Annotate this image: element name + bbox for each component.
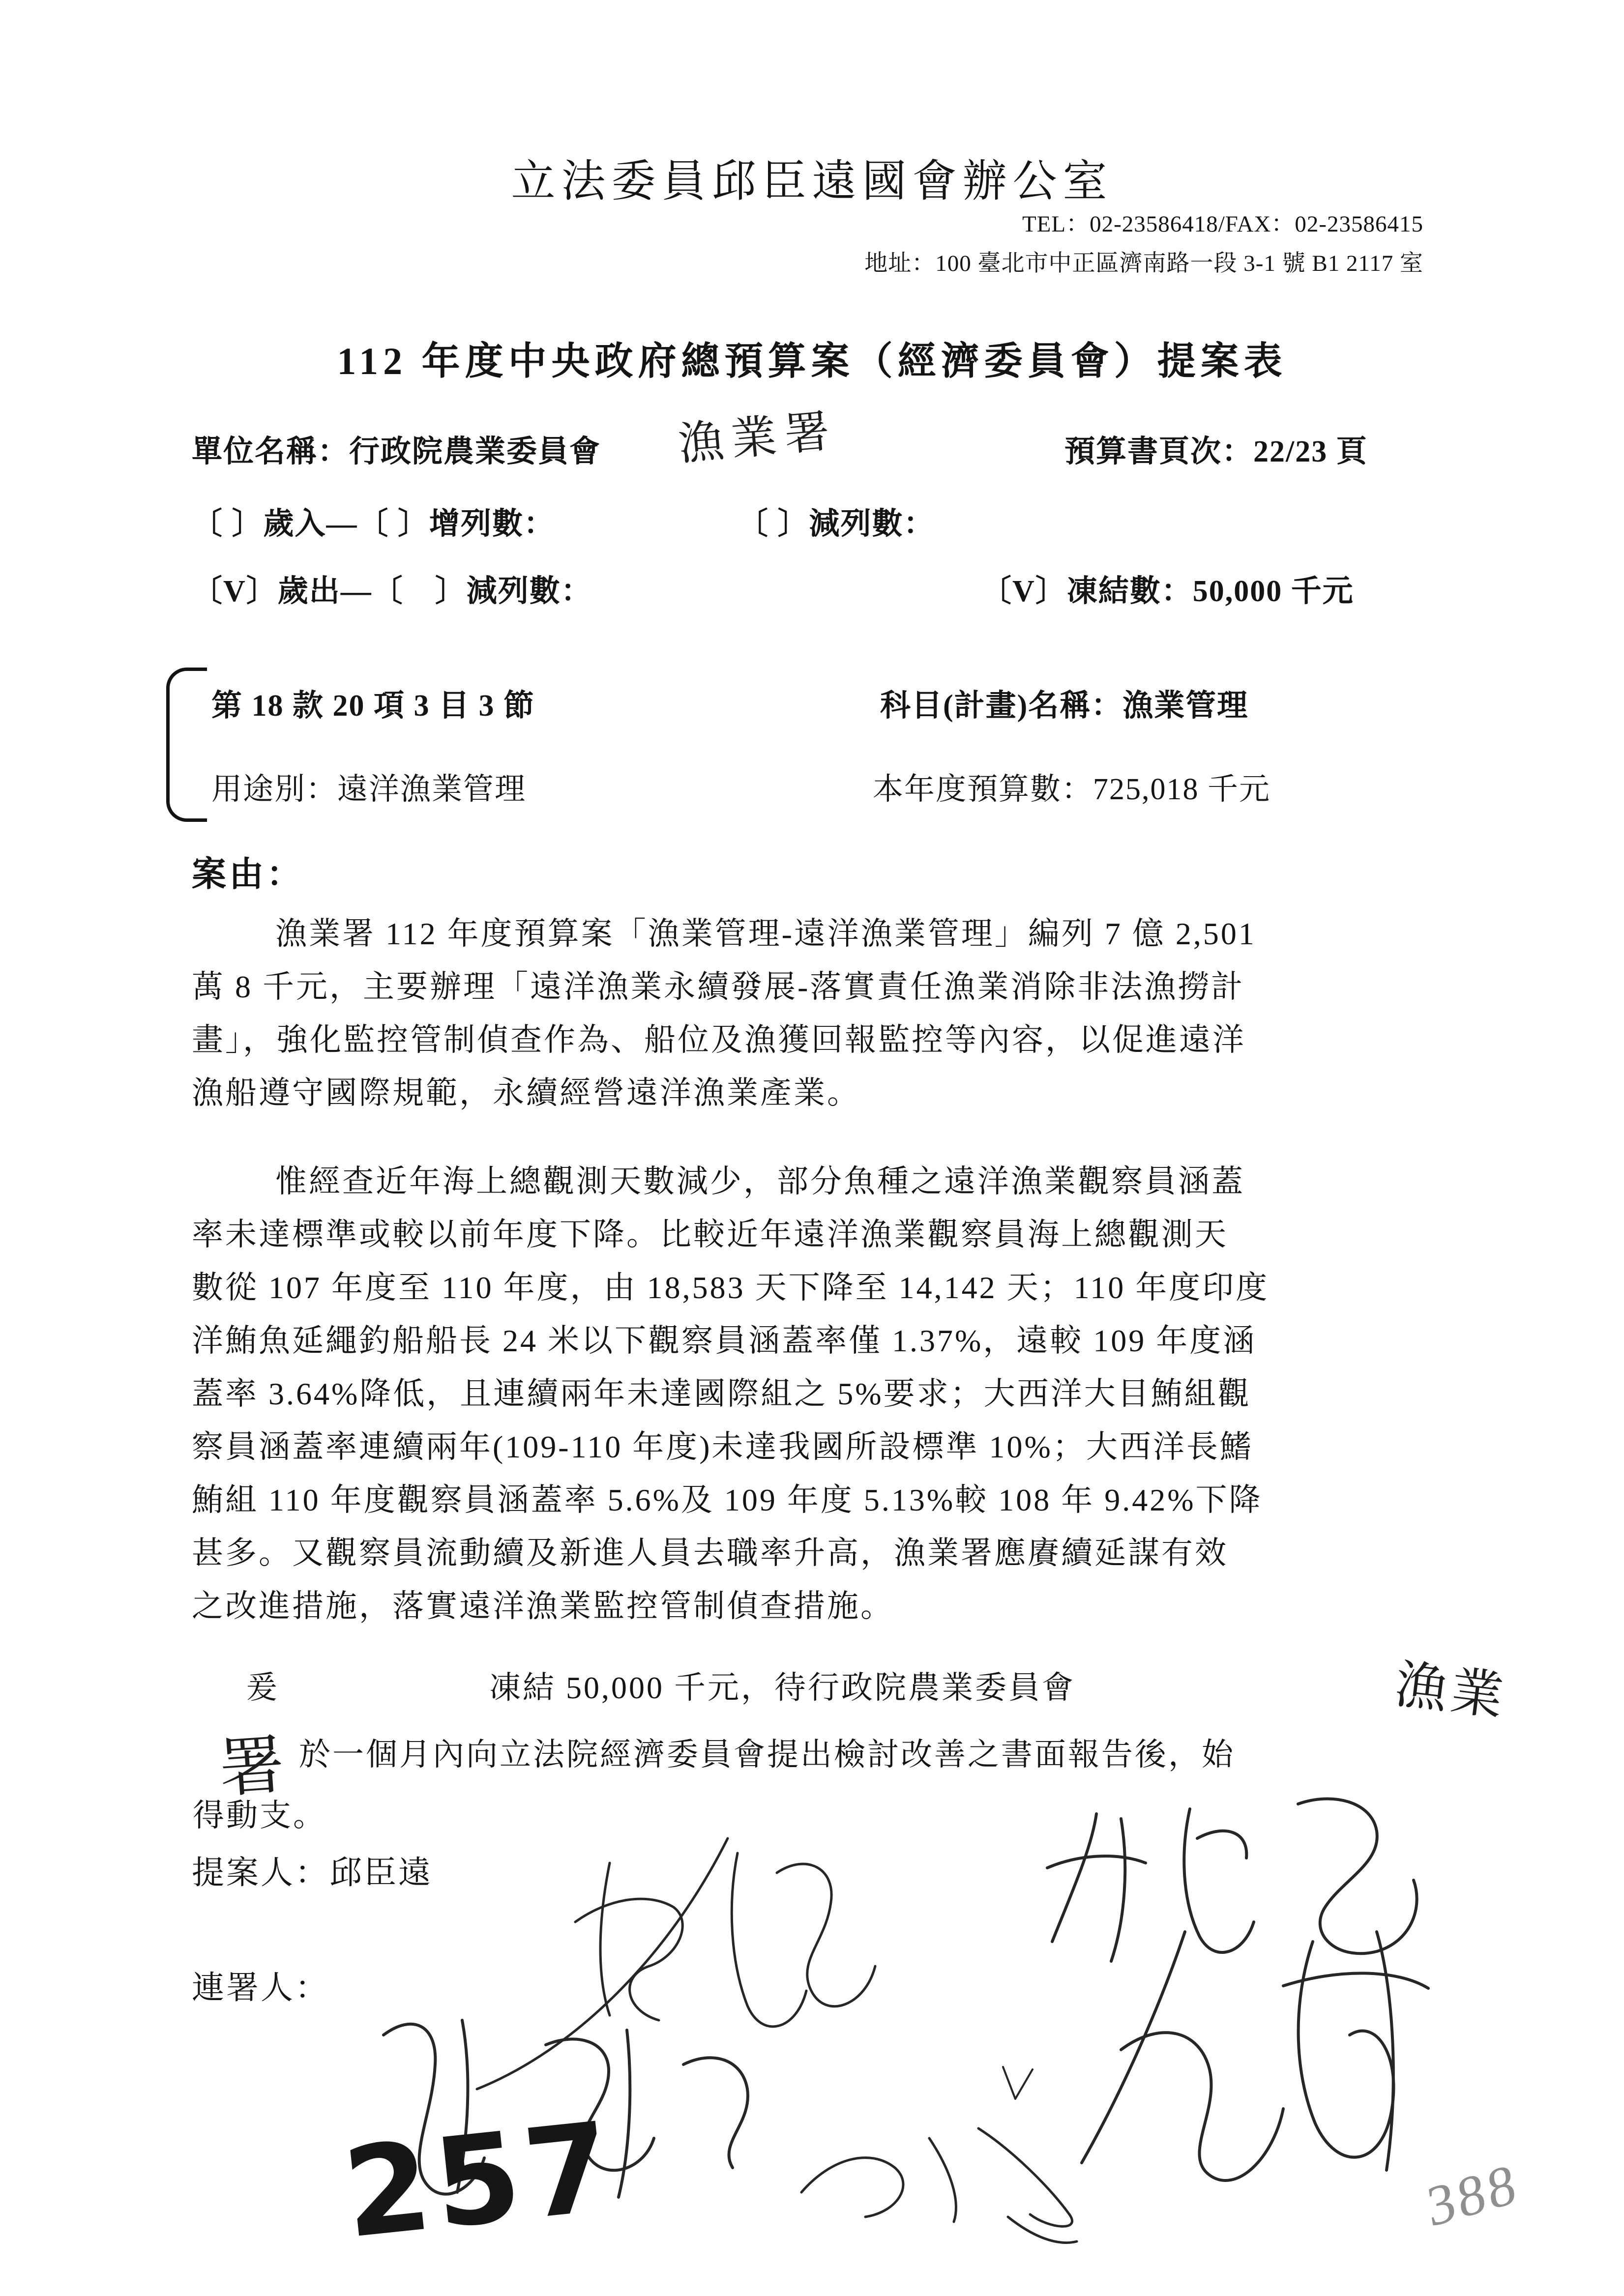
handwritten-page-number-left: 257 bbox=[337, 2094, 622, 2266]
contact-address: 地址：100 臺北市中正區濟南路一段 3-1 號 B1 2117 室 bbox=[864, 251, 1423, 276]
field-expense-row: 〔V〕歲出—〔 〕減列數： bbox=[192, 575, 592, 608]
resolution-line3: 得動支。 bbox=[193, 1798, 326, 1833]
case-paragraph1-line: 萬 8 千元，主要辦理「遠洋漁業永續發展-落實責任漁業消除非法漁撈計 bbox=[192, 969, 1245, 1004]
field-frozen-row: 〔V〕凍結數：50,000 千元 bbox=[981, 575, 1354, 608]
resolution-line2: 於一個月內向立法院經濟委員會提出檢討改善之書面報告後，始 bbox=[299, 1737, 1235, 1772]
field-unit-name: 單位名稱：行政院農業委員會 bbox=[192, 435, 601, 468]
case-paragraph2-line: 洋鮪魚延繩釣船船長 24 米以下觀察員涵蓋率僅 1.37%，遠較 109 年度涵 bbox=[192, 1323, 1257, 1358]
field-budget-page: 預算書頁次：22/23 頁 bbox=[1064, 435, 1368, 468]
field-subject-name: 科目(計畫)名稱：漁業管理 bbox=[880, 689, 1249, 723]
signature-bottom-center bbox=[782, 2094, 1087, 2271]
form-title: 112 年度中央政府總預算案（經濟委員會）提案表 bbox=[337, 340, 1287, 382]
case-paragraph2-line: 察員涵蓋率連續兩年(109-110 年度)未達我國所設標準 10%；大西洋長鰭 bbox=[192, 1429, 1253, 1464]
case-label: 案由： bbox=[192, 856, 304, 894]
case-paragraph2-line: 率未達標準或較以前年度下降。比較近年遠洋漁業觀察員海上總觀測天 bbox=[192, 1217, 1228, 1252]
cosigner-label: 連署人： bbox=[192, 1970, 329, 2006]
case-paragraph2-line: 數從 107 年度至 110 年度，由 18,583 天下降至 14,142 天；110 年度印度 bbox=[192, 1270, 1270, 1305]
case-paragraph1-line: 漁船遵守國際規範，永續經營遠洋漁業產業。 bbox=[192, 1075, 860, 1110]
signature-right-bottom bbox=[1037, 1888, 1421, 2202]
field-annual-budget: 本年度預算數：725,018 千元 bbox=[873, 773, 1271, 806]
case-paragraph2-line: 蓋率 3.64%降低，且連續兩年未達國際組之 5%要求；大西洋大目鮪組觀 bbox=[192, 1376, 1251, 1411]
field-section-code: 第 18 款 20 項 3 目 3 節 bbox=[211, 689, 535, 723]
contact-tel: TEL：02-23586418/FAX：02-23586415 bbox=[1022, 211, 1423, 237]
handwritten-agency-part2: 署 bbox=[217, 1729, 287, 1806]
resolution-line1: 凍結 50,000 千元，待行政院農業委員會 bbox=[489, 1670, 1075, 1705]
handwritten-page-number-right: 388 bbox=[1423, 2151, 1522, 2239]
handwritten-unit-suffix: 漁業署 bbox=[676, 406, 840, 470]
case-paragraph1-line: 畫」，強化監控管制偵查作為、船位及漁獲回報監控等內容，以促進遠洋 bbox=[192, 1022, 1246, 1057]
case-paragraph2-line: 之改進措施，落實遠洋漁業監控管制偵查措施。 bbox=[192, 1589, 894, 1624]
resolution-prefix: 爰 bbox=[246, 1670, 279, 1705]
case-paragraph2-line: 惟經查近年海上總觀測天數減少，部分魚種之遠洋漁業觀察員涵蓋 bbox=[275, 1164, 1245, 1199]
section-bracket bbox=[166, 668, 207, 822]
office-title: 立法委員邱臣遠國會辦公室 bbox=[511, 157, 1113, 206]
field-revenue-row: 〔 〕歲入—〔 〕增列數： bbox=[192, 507, 556, 541]
case-paragraph2-line: 鮪組 110 年度觀察員涵蓋率 5.6%及 109 年度 5.13%較 108 年 9.42%下降 bbox=[192, 1482, 1263, 1517]
field-revenue-cut: 〔 〕減列數： bbox=[738, 507, 935, 541]
field-usage-type: 用途別：遠洋漁業管理 bbox=[211, 773, 527, 806]
case-paragraph2-line: 甚多。又觀察員流動續及新進人員去職率升高，漁業署應賡續延謀有效 bbox=[192, 1536, 1228, 1570]
proposer-label: 提案人：邱臣遠 bbox=[192, 1855, 433, 1891]
signature-check-mark bbox=[998, 2062, 1037, 2106]
handwritten-agency-part1: 漁業 bbox=[1391, 1655, 1510, 1726]
case-paragraph1-line: 漁業署 112 年度預算案「漁業管理-遠洋漁業管理」編列 7 億 2,501 bbox=[275, 916, 1256, 951]
